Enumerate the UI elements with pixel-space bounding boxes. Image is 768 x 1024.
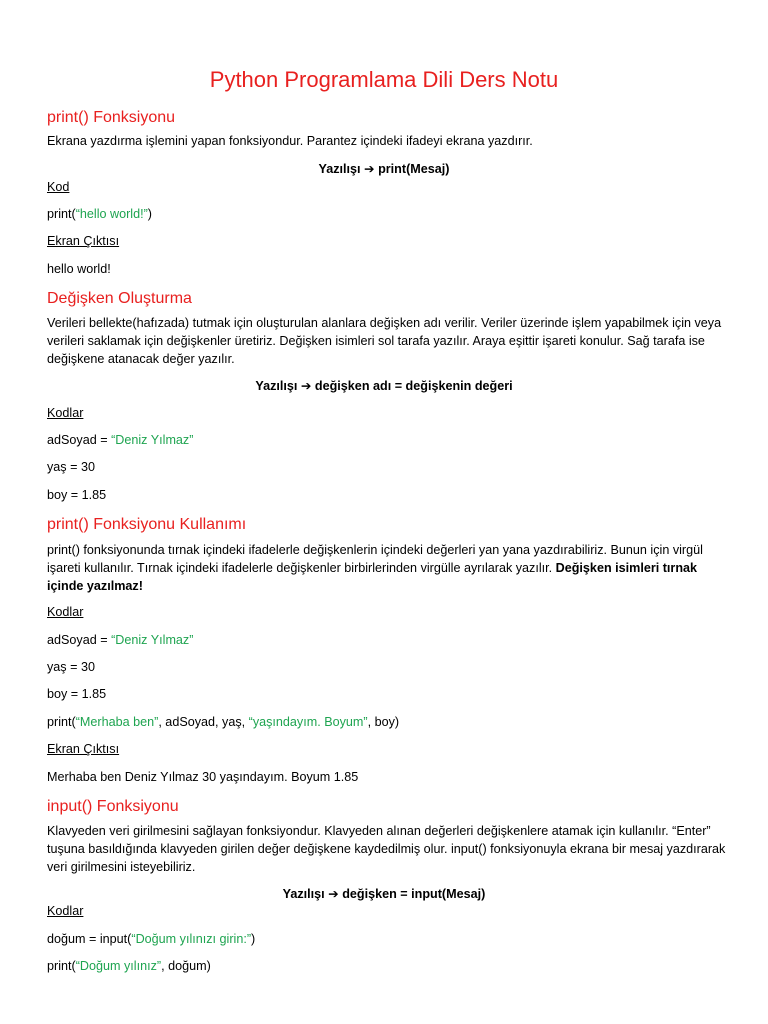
- code-line: doğum = input(“Doğum yılınızı girin:”): [47, 932, 256, 946]
- section-input-description: Klavyeden veri girilmesini sağlayan fonksiyondur. Klavyeden alınan değerleri değişkenlere atamak için kullanılır. “Enter” tuşuna basıldığında klavyeden girilen değer değişkene kaydedilmiş olur. input() fonksiyonuyla ekrana bir mesaj yazdırarak veri girilmesini isteyebiliriz.: [47, 824, 726, 874]
- section-variables-description: Verileri bellekte(hafızada) tutmak için oluşturulan alanlara değişken adı verilir. Veriler üzerinde işlem yapabilmek için veya verileri saklamak için değişkenler üretiriz. Değişken isimleri sol tarafa yazılır. Araya eşittir işareti konulur. Sağ tarafa ise değişkene atanacak değer yazılır.: [47, 316, 722, 366]
- section-heading-print: print() Fonksiyonu: [47, 109, 176, 126]
- code-line: print(“Doğum yılınız”, doğum): [47, 959, 211, 973]
- section-heading-print-usage: print() Fonksiyonu Kullanımı: [47, 516, 247, 533]
- code-line: print(“hello world!”): [47, 207, 152, 221]
- section-heading-variables: Değişken Oluşturma: [47, 290, 192, 307]
- variables-syntax: Yazılışı ➔ değişken adı = değişkenin değeri: [255, 379, 513, 393]
- output-line: Merhaba ben Deniz Yılmaz 30 yaşındayım. Boyum 1.85: [47, 770, 359, 784]
- section-print-usage-description: print() fonksiyonunda tırnak içindeki ifadelerle değişkenlerin içindeki değerleri yan yana yazdırabiliriz. Bunun için virgül işareti kullanılır. Tırnak içindeki ifadelerle değişkenler birbirlerinden virgülle ayrılarak yazılır. Değişken isimleri tırnak içinde yazılmaz!: [47, 543, 703, 593]
- code-line: boy = 1.85: [47, 687, 107, 701]
- code-line: print(“Merhaba ben”, adSoyad, yaş, “yaşındayım. Boyum”, boy): [47, 715, 400, 729]
- print-syntax: Yazılışı ➔ print(Mesaj): [318, 162, 450, 176]
- input-syntax: Yazılışı ➔ değişken = input(Mesaj): [282, 887, 486, 901]
- code-line: adSoyad = “Deniz Yılmaz”: [47, 433, 194, 447]
- document-title: Python Programlama Dili Ders Notu: [209, 67, 559, 92]
- output-label: Ekran Çıktısı: [47, 742, 120, 756]
- code-line: adSoyad = “Deniz Yılmaz”: [47, 633, 194, 647]
- code-line: yaş = 30: [47, 460, 95, 474]
- output-line: hello world!: [47, 262, 111, 276]
- code-label: Kodlar: [47, 605, 84, 619]
- code-label: Kodlar: [47, 406, 84, 420]
- code-line: boy = 1.85: [47, 488, 107, 502]
- code-line: yaş = 30: [47, 660, 95, 674]
- output-label: Ekran Çıktısı: [47, 234, 120, 248]
- section-heading-input: input() Fonksiyonu: [47, 798, 179, 815]
- code-label: Kod: [47, 180, 70, 194]
- code-label: Kodlar: [47, 904, 84, 918]
- section-print-description: Ekrana yazdırma işlemini yapan fonksiyondur. Parantez içindeki ifadeyi ekrana yazdırır.: [47, 134, 533, 148]
